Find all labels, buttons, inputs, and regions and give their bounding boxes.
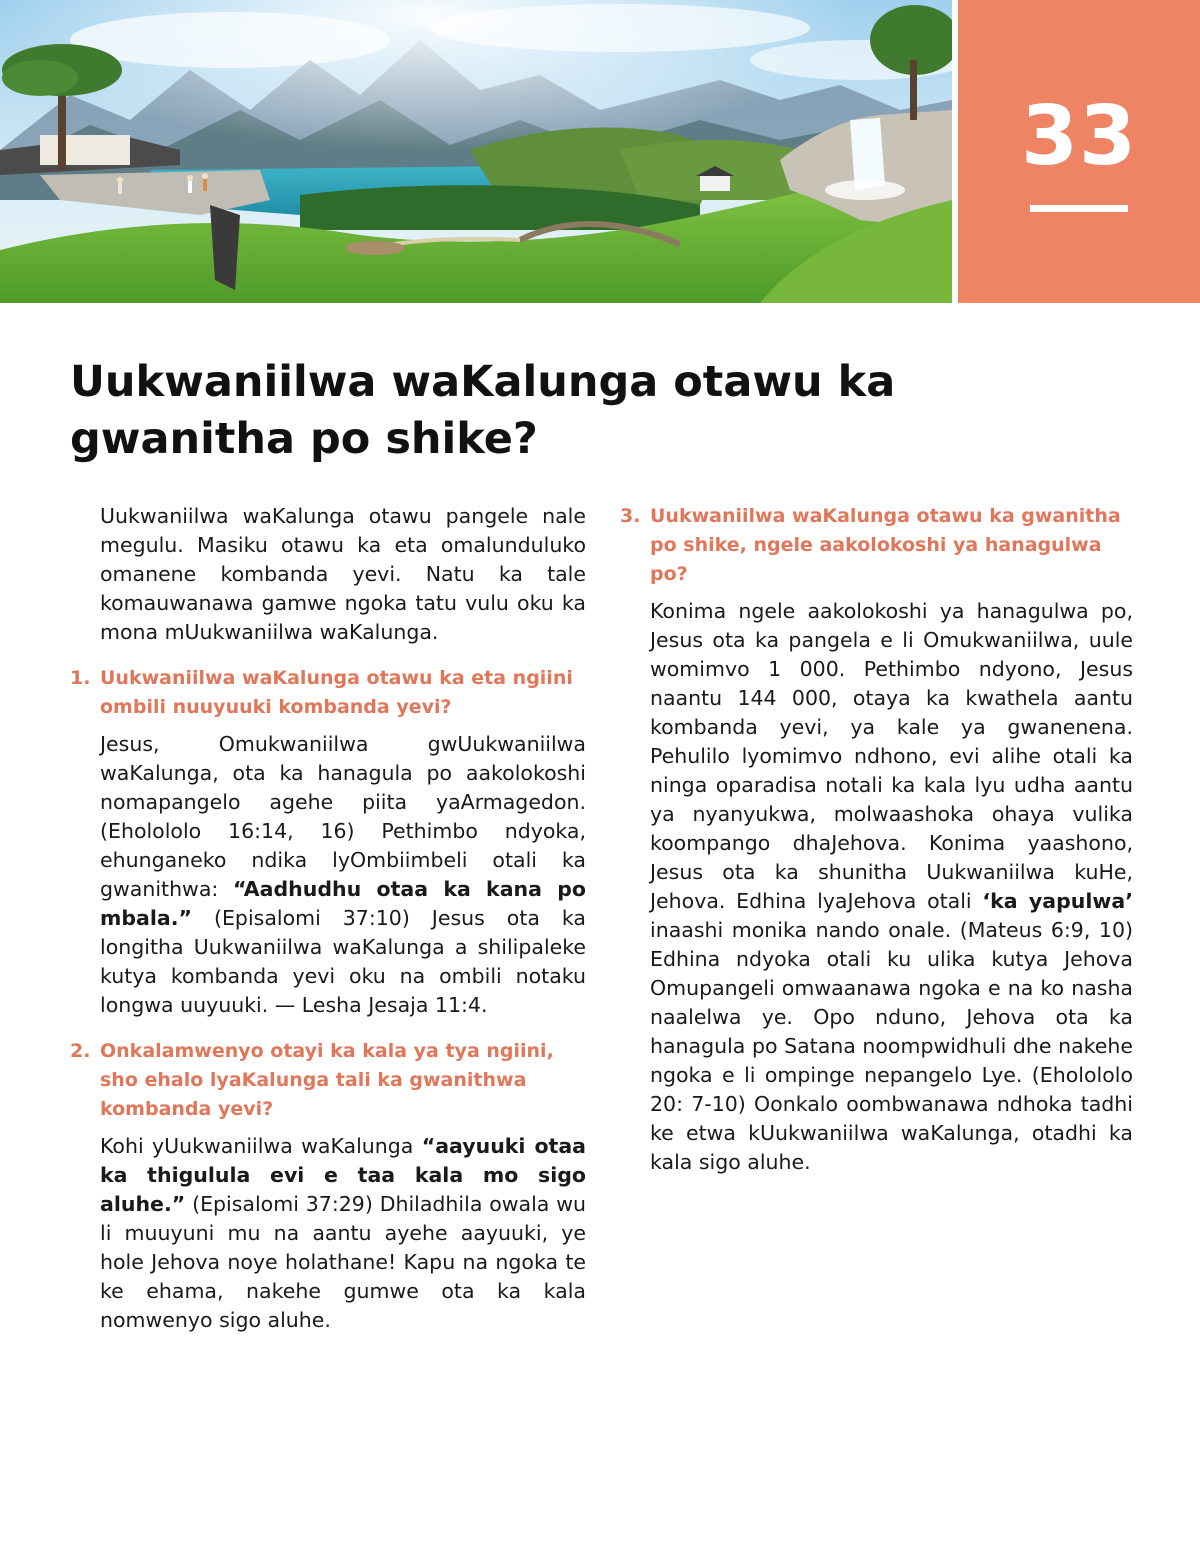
- question-text: Onkalamwenyo otayi ka kala ya tya ngiini, sho ehalo lyaKalunga tali ka gwanithwa kombanda yevi?: [100, 1040, 554, 1120]
- question-number: 1.: [70, 667, 91, 689]
- answer-text: (Episalomi 37:10) Jesus ota ka longitha Uukwaniilwa waKalunga a shilipaleke kutya kombanda yevi oku na ombili notaku longwa uuyuuki. — Lesha Jesaja 11:4.: [100, 906, 586, 1017]
- question-number: 2.: [70, 1040, 91, 1062]
- paradise-landscape-image: [0, 0, 952, 303]
- answer-1: [70, 730, 586, 1020]
- left-column: [70, 502, 586, 1352]
- lesson-number: 33: [1020, 89, 1138, 184]
- right-column: [620, 502, 1133, 1194]
- answer-text: Kohi yUukwaniilwa waKalunga: [100, 1134, 422, 1158]
- answer-text: Konima ngele aakolokoshi ya hanagulwa po, Jesus ota ka pangela e li Omukwaniilwa, uule womimvo 1 000. Pethimbo ndyono, Jesus naantu 144 000, otaya ka kwathela aantu kombanda yevi, ya kale ya gwanenena. Pehulilo lyomimvo ndhono, evi alihe otali ka ninga oparadisa notali ka kala lyu udha aantu ya nyanyukwa, molwaashoka ohaya vulika koompango dhaJehova. Konima yaashono, Jesus ota ka shunitha Uukwaniilwa kuHe, Jehova. Edhina lyaJehova otali: [650, 599, 1133, 913]
- answer-quote: “Aadhudhu otaa ka kana po mbala.”: [100, 877, 586, 930]
- answer-text: Jesus, Omukwaniilwa gwUukwaniilwa waKalunga, ota ka hanagula po aakolokoshi nomapangelo agehe piita yaArmagedon. (Eholololo 16:14, 16) Pethimbo ndyoka, ehunganeko ndika lyOmbiimbeli otali ka gwanithwa:: [100, 732, 586, 901]
- lesson-number-underline: [1030, 205, 1128, 212]
- answer-quote: “aayuuki otaa ka thigulula evi e taa kala mo sigo aluhe.”: [100, 1134, 586, 1216]
- answer-quote: ‘ka yapulwa’: [982, 889, 1133, 913]
- answer-text: inaashi monika nando onale. (Mateus 6:9, 10) Edhina ndyoka otali ku ulika kutya Jehova Omupangeli omwaanawa ngoka e na ko nasha naalelwa ye. Opo nduno, Jehova ota ka hanagula po Satana noompwidhuli dhe nakehe ngoka e li ompinge nepangelo Lye. (Eholololo 20: 7-10) Oonkalo oombwanawa ndhoka tadhi ke etwa kUukwaniilwa waKalunga, otadhi ka kala sigo aluhe.: [650, 918, 1133, 1174]
- question-text: Uukwaniilwa waKalunga otawu ka eta ngiini ombili nuuyuuki kombanda yevi?: [100, 667, 573, 718]
- intro-paragraph: Uukwaniilwa waKalunga otawu pangele nale megulu. Masiku otawu ka eta omalunduluko omanene kombanda yevi. Natu ka tale komauwanawa gamwe ngoka tatu vulu oku ka mona mUukwaniilwa waKalunga.: [100, 504, 586, 644]
- answer-3: [620, 597, 1133, 1177]
- question-3: [620, 502, 1133, 589]
- question-text: Uukwaniilwa waKalunga otawu ka gwanitha po shike, ngele aakolokoshi ya hanagulwa po?: [650, 505, 1121, 585]
- answer-2: [70, 1132, 586, 1335]
- answer-text: (Episalomi 37:29) Dhiladhila owala wu li muuyuni mu na aantu ayehe aayuuki, ye hole Jehova noye holathane! Kapu na ngoka te ke ehama, nakehe gumwe ota ka kala nomwenyo sigo aluhe.: [100, 1192, 586, 1332]
- header-illustration: [0, 0, 952, 303]
- question-number: 3.: [620, 505, 641, 527]
- question-1: [70, 664, 586, 722]
- lesson-number-box: [958, 0, 1200, 303]
- page-title: Uukwaniilwa waKalunga otawu ka gwanitha po shike?: [70, 357, 896, 464]
- question-2: [70, 1037, 586, 1124]
